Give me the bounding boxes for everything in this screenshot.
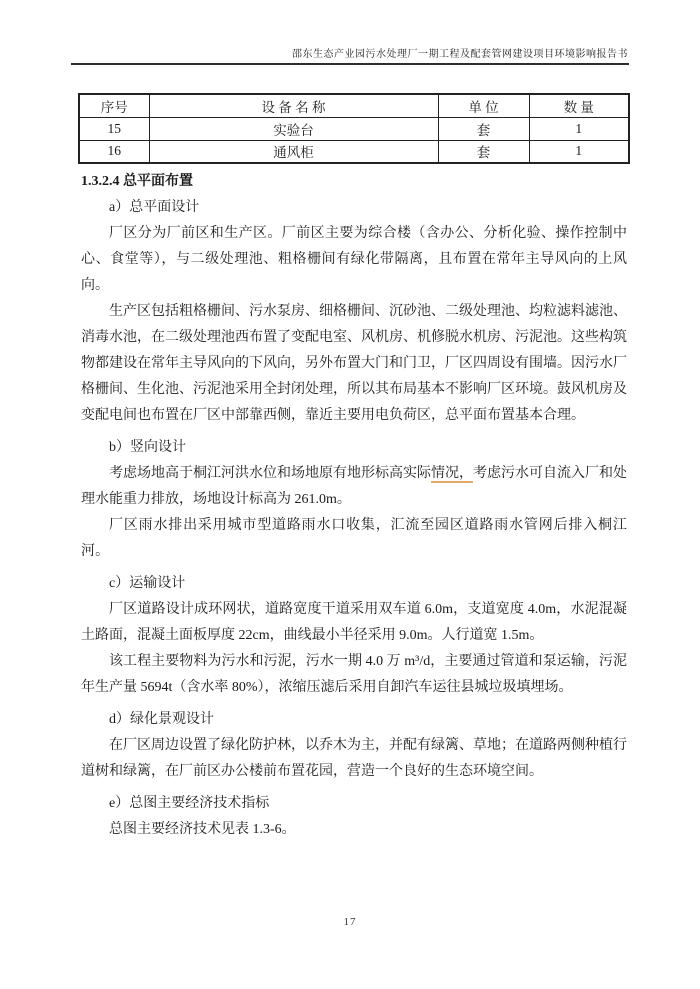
col-header-equipment-name: 设 备 名 称 <box>149 94 438 117</box>
table-cell-equipment-name: 通风柜 <box>149 140 438 163</box>
table-cell-quantity: 1 <box>529 117 629 140</box>
subsection-a-heading: a）总平面设计 <box>109 200 200 215</box>
subsection-e-heading: e）总图主要经济技术指标 <box>109 796 270 811</box>
paragraph-b2: 厂区雨水排出采用城市型道路雨水口收集，汇流至园区道路雨水管网后排入桐江河。 <box>81 518 627 559</box>
text-run: 考虑场地高于桐江河洪水位和场地原有地形标高实际 <box>109 466 431 481</box>
text-run: 考虑污水可自流入厂和处理水能重力排放，场地设计标高为 261.0m。 <box>81 466 627 507</box>
col-header-index: 序号 <box>79 94 149 117</box>
subsection-b-heading: b）竖向设计 <box>109 440 186 455</box>
paragraph-a2: 生产区包括粗格栅间、污水泵房、细格栅间、沉砂池、二级处理池、均粒滤料滤池、消毒水池，在二级处理池西布置了变配电室、风机房、机修脱水机房、污泥池。这些构筑物都建设在常年主导风向的下风向，另外布置大门和门卫，厂区四周设有围墙。因污水厂格栅间、生化池、污泥池采用全封闭处理，所以其布局基本不影响厂区环境。鼓风机房及变配电间也布置在厂区中部靠西侧，靠近主要用电负荷区，总平面布置基本合理。 <box>81 304 627 423</box>
table-cell-unit: 套 <box>438 140 529 163</box>
document-body <box>81 169 627 843</box>
paragraph-e1: 总图主要经济技术见表 1.3-6。 <box>109 822 296 837</box>
table-header-row <box>79 94 629 117</box>
table-cell-quantity: 1 <box>529 140 629 163</box>
table-cell-index: 15 <box>79 117 149 140</box>
col-header-unit: 单 位 <box>438 94 529 117</box>
paragraph-c1: 厂区道路设计成环网状，道路宽度干道采用双车道 6.0m，支道宽度 4.0m，水泥混凝土路面，混凝土面板厚度 22cm，曲线最小半径采用 9.0m。人行道宽 1.5m。 <box>81 602 627 643</box>
header-rule <box>71 63 629 65</box>
page-footer <box>0 916 700 928</box>
paragraph-a1: 厂区分为厂前区和生产区。厂前区主要为综合楼（含办公、分析化验、操作控制中心、食堂等），与二级处理池、粗格栅间有绿化带隔离，且布置在常年主导风向的上风向。 <box>81 226 627 293</box>
paragraph-d1: 在厂区周边设置了绿化防护林，以乔木为主，并配有绿篱、草地；在道路两侧种植行道树和绿篱，在厂前区办公楼前布置花园，营造一个良好的生态环境空间。 <box>81 738 627 779</box>
table-row-16 <box>79 140 629 163</box>
section-heading: 1.3.2.4 总平面布置 <box>81 174 193 189</box>
paragraph-c2: 该工程主要物料为污水和污泥，污水一期 4.0 万 m³/d，主要通过管道和泵运输，污泥年生产量 5694t（含水率 80%），浓缩压滤后采用自卸汽车运往县城垃圾填埋场。 <box>81 654 627 695</box>
equipment-table <box>78 93 630 164</box>
table-cell-unit: 套 <box>438 117 529 140</box>
page-number: 17 <box>343 916 357 928</box>
table-row-15 <box>79 117 629 140</box>
col-header-quantity: 数 量 <box>529 94 629 117</box>
table-cell-index: 16 <box>79 140 149 163</box>
subsection-c-heading: c）运输设计 <box>109 576 186 591</box>
table-cell-equipment-name: 实验台 <box>149 117 438 140</box>
spellcheck-underline: 情况， <box>431 466 473 481</box>
subsection-d-heading: d）绿化景观设计 <box>109 712 214 727</box>
paragraph-b1 <box>81 461 627 513</box>
header-title: 邵东生态产业园污水处理厂一期工程及配套管网建设项目环境影响报告书 <box>292 49 628 60</box>
